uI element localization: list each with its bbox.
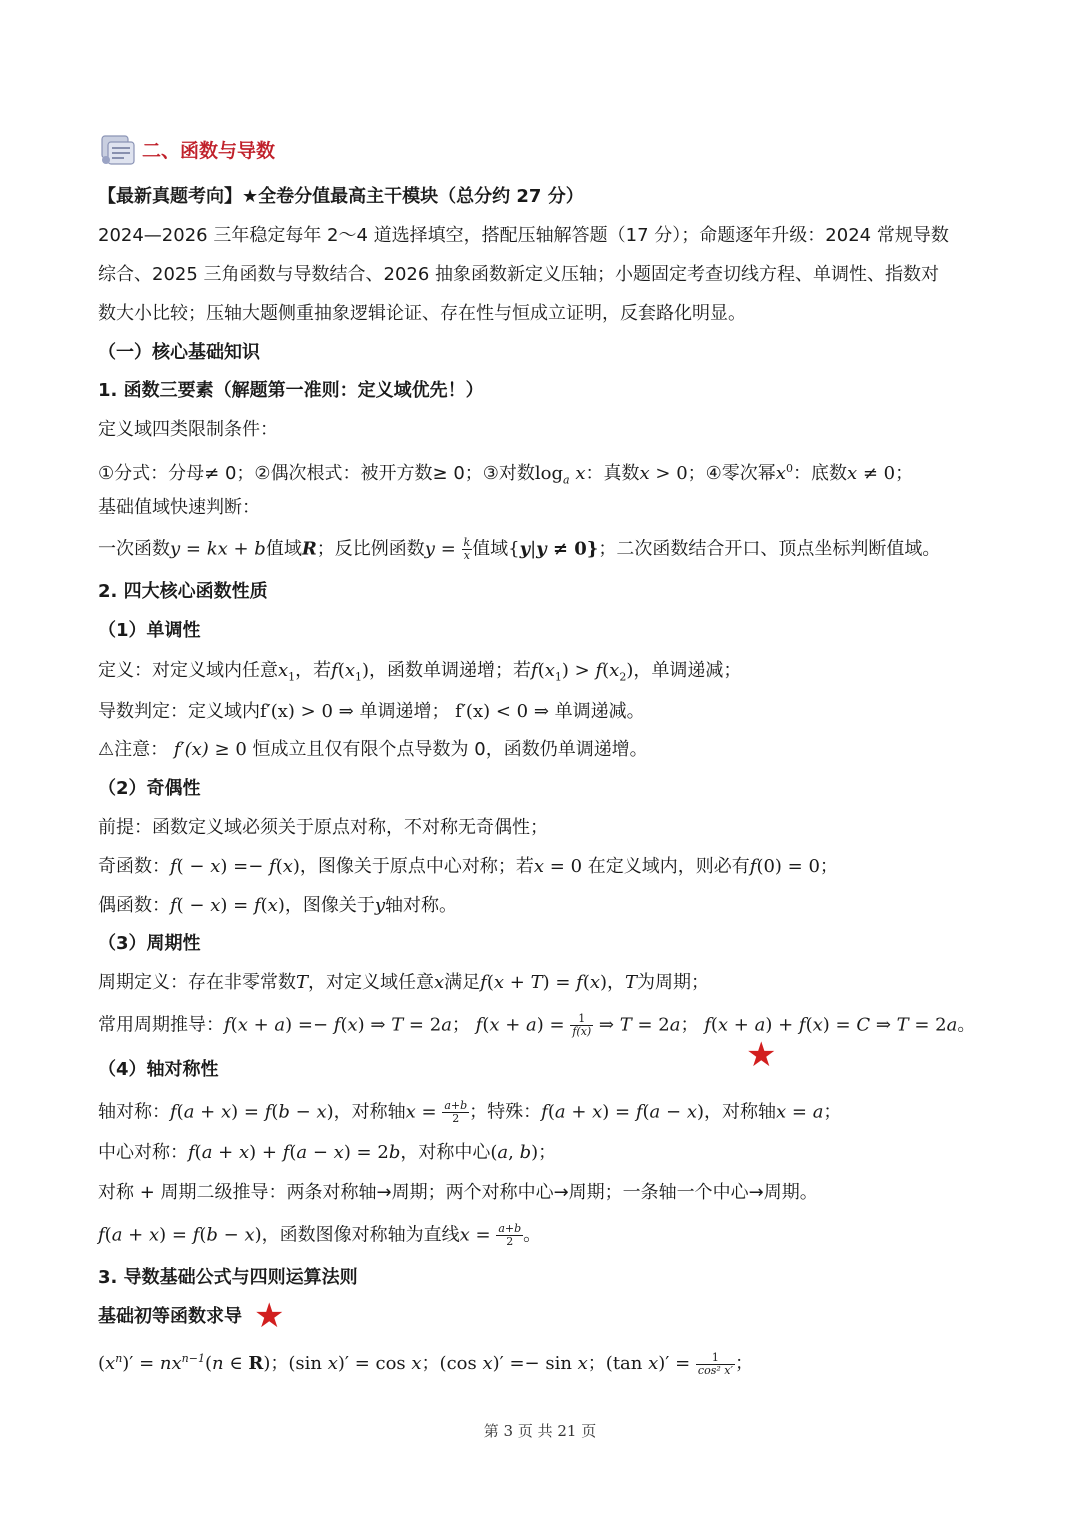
- text-seg: ，函数单调递增；若: [369, 660, 532, 681]
- text-seg: ；反比例函数: [316, 538, 425, 560]
- text-seg: 轴对称。: [385, 895, 458, 916]
- text-seg: 值域: [472, 538, 509, 560]
- s1-heading: 1. 函数三要素（解题第一准则：定义域优先！）: [98, 380, 484, 401]
- text-seg: ：底数: [792, 463, 847, 484]
- text-seg: 轴对称：: [98, 1101, 170, 1123]
- parity-even: 偶函数：f( − x) = f(x)，图像关于y轴对称。: [98, 895, 458, 916]
- intro-line-2: 综合、2025 三角函数与导数结合、2026 抽象函数新定义压轴；小题固定考查切线方程、单调性、指数对: [98, 264, 940, 285]
- page-footer: 第 3 页 共 21 页: [483, 1422, 597, 1440]
- intro-heading: 【最新真题考向】★全卷分值最高主干模块（总分约 27 分）: [98, 186, 584, 207]
- text-seg: ，对定义域任意: [308, 972, 435, 993]
- s1-domain-conditions: ①分式：分母≠ 0；②偶次根式：被开方数≥ 0；③对数$\log_a x$：真数x > 0；④零次幂$x^0$：底数x ≠ 0；: [98, 462, 914, 487]
- s2-parity-heading: （2）奇偶性: [98, 778, 201, 799]
- parity-premise: 前提：函数定义域必须关于原点对称，不对称无奇偶性；: [98, 817, 548, 838]
- s1-domain-label: 定义域四类限制条件：: [98, 419, 278, 440]
- text-seg: ⚠注意：: [98, 739, 169, 760]
- text-seg: ，函数图像对称轴为直线: [261, 1224, 460, 1246]
- text-seg: 偶函数：: [98, 895, 170, 916]
- s1-range-label: 基础值域快速判断：: [98, 497, 260, 518]
- monotonic-definition: 定义：对定义域内任意$x_1$，若$f(x_1)$，函数单调递增；若$f(x_1) > f(x_2)$，单调递减；: [98, 660, 742, 684]
- text-seg: ，图像关于: [284, 895, 375, 916]
- text-seg: 满足: [444, 972, 481, 993]
- section-icon: [98, 130, 138, 170]
- parity-odd: 奇函数：f( − x) =− f(x)，图像关于原点中心对称；若x = 0 在定义域内，则必有f(0) = 0；: [98, 856, 838, 877]
- text-seg: 导数判定：定义域内: [98, 701, 260, 722]
- s3-heading: 3. 导数基础公式与四则运算法则: [98, 1267, 358, 1288]
- s3-subheading: 基础初等函数求导: [98, 1306, 242, 1327]
- text-seg: 单调递减。: [554, 701, 645, 722]
- monotonic-derivative: 导数判定：定义域内f′(x) > 0 ⇒ 单调递增； f′(x) < 0 ⇒ 单调递减。: [98, 701, 645, 722]
- period-definition: 周期定义：存在非零常数T，对定义域任意x满足f(x + T) = f(x)，T为周期；: [98, 972, 710, 993]
- text-seg: ；特殊：: [469, 1101, 542, 1123]
- text-seg: 一次函数: [98, 538, 170, 560]
- symmetry-period-derivation: 对称 + 周期二级推导：两条对称轴→周期；两个对称中心→周期；一条轴一个中心→周期。: [98, 1182, 818, 1203]
- text-seg: 中心对称：: [98, 1142, 188, 1163]
- text-seg: ①分式：分母≠ 0；②偶次根式：被开方数≥ 0；③对数: [98, 463, 535, 484]
- section-title: 二、函数与导数: [142, 140, 276, 162]
- axis-symmetry: 轴对称：f(a + x) = f(b − x)，对称轴x = $\frac{a+b}{2}$ ；特殊：f(a + x) = f(a − x)，对称轴x = a；: [98, 1099, 842, 1125]
- text-seg: 为周期；: [637, 972, 710, 993]
- text-seg: 定义：对定义域内任意: [98, 660, 278, 681]
- star-icon: ★: [746, 1035, 777, 1075]
- s2-period-heading: （3）周期性: [98, 933, 201, 954]
- text-seg: 周期定义：存在非零常数: [98, 972, 296, 993]
- text-seg: ，单调递减；: [633, 660, 742, 681]
- derivative-formulas: $(x^n)' = nx^{n-1}(n$ ∈ R)；(sin x)′ = cos x；(cos x)′ =− sin x；(tan x)′ = $\frac{1}{\text{cos² x′}}$ ；: [98, 1350, 753, 1377]
- text-seg: ，对称中心: [400, 1142, 491, 1163]
- text-seg: ：真数: [585, 463, 640, 484]
- star-icon: ★: [254, 1296, 285, 1336]
- text-seg: 恒成立且仅有限个点导数为 0，函数仍单调递增。: [252, 739, 648, 760]
- symmetry-axis-line: f(a + x) = f(b − x)，函数图像对称轴为直线x = $\frac{a+b}{2}$ 。: [98, 1222, 542, 1248]
- center-symmetry: 中心对称：f(a + x) + f(a − x) = 2b，对称中心(a, b)；: [98, 1142, 557, 1163]
- text-seg: 奇函数：: [98, 856, 170, 877]
- intro-line-3: 数大小比较；压轴大题侧重抽象逻辑论证、存在性与恒成立证明，反套路化明显。: [98, 303, 746, 324]
- part1-heading: （一）核心基础知识: [98, 342, 260, 363]
- s2-heading: 2. 四大核心函数性质: [98, 581, 268, 602]
- text-seg: 常用周期推导：: [98, 1014, 224, 1036]
- text-seg: ；二次函数结合开口、顶点坐标判断值域。: [598, 538, 941, 560]
- text-seg: ，对称轴: [333, 1101, 406, 1123]
- period-derivations: 常用周期推导：f(x + a) =− f(x) ⇒ T = 2a； f(x + a) = $\frac{1}{f(x)}$ ⇒ T = 2a； f(x + a) + f(x) = C ⇒ T = 2a。: [98, 1012, 976, 1038]
- text-seg: 单调递增；: [359, 701, 450, 722]
- text-seg: ，若: [295, 660, 332, 681]
- text-seg: 值域: [265, 538, 302, 560]
- text-seg: ，图像关于原点中心对称；若: [299, 856, 534, 877]
- s2-monotonic-heading: （1）单调性: [98, 620, 201, 641]
- s2-axis-heading: （4）轴对称性: [98, 1059, 219, 1080]
- intro-line-1: 2024—2026 三年稳定每年 2～4 道选择填空，搭配压轴解答题（17 分）；命题逐年升级：2024 常规导数: [98, 225, 949, 246]
- text-seg: 在定义域内，则必有: [587, 856, 750, 877]
- text-seg: ；④零次幂: [687, 463, 776, 484]
- text-seg: ，对称轴: [704, 1101, 776, 1123]
- s1-range-rules: 一次函数y = kx + b值域R；反比例函数y = $\frac{k}{x}$ 值域{y|y ≠ 0}；二次函数结合开口、顶点坐标判断值域。: [98, 536, 941, 562]
- monotonic-note: ⚠注意： f′(x) ≥ 0 恒成立且仅有限个点导数为 0，函数仍单调递增。: [98, 739, 648, 760]
- text-seg: ，: [607, 972, 626, 993]
